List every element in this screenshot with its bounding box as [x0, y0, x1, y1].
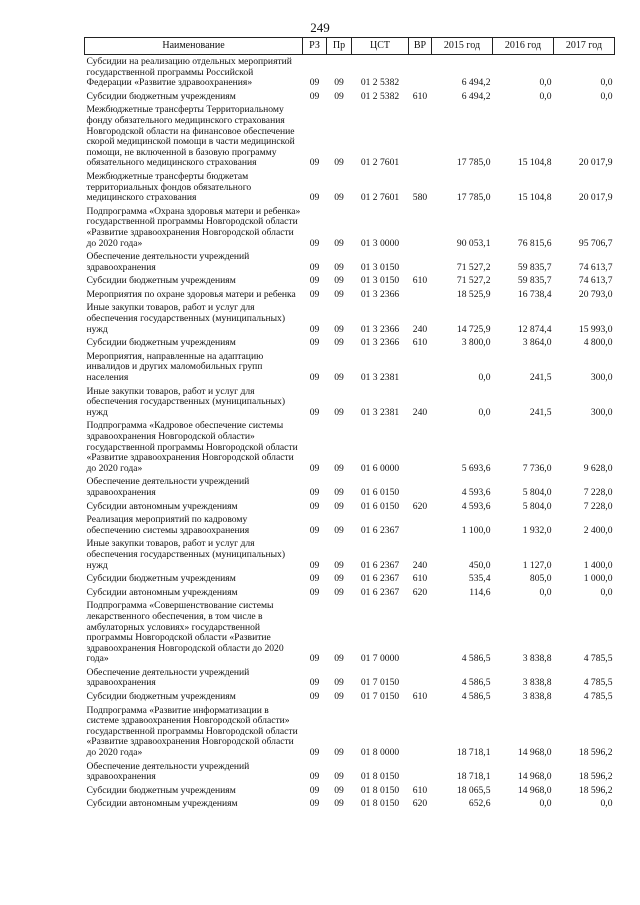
row-cst: 01 3 0000: [360, 237, 400, 249]
row-rz: 09: [309, 406, 320, 418]
row-pr: 09: [334, 337, 344, 349]
row-value-2016: 1 127,0: [522, 559, 552, 571]
table-row: [85, 666, 615, 690]
row-rz: 09: [309, 192, 320, 204]
row-vr: [409, 704, 432, 760]
row-value-2015: 90 053,1: [456, 237, 491, 249]
row-value-2017: 9 628,0: [583, 462, 613, 474]
row-cst: 01 3 2381: [360, 406, 400, 418]
row-rz: 09: [309, 237, 320, 249]
table-header: [85, 38, 615, 55]
row-name: Субсидии автономным учреждениям: [86, 500, 238, 512]
table-row: [85, 599, 615, 666]
row-rz: 09: [309, 323, 320, 335]
row-value-2015: 18 718,1: [456, 747, 491, 759]
row-value-2016: 0,0: [539, 798, 552, 810]
row-name: Подпрограмма «Охрана здоровья матери и ребенка» государственной программы Новгородской области «Развитие здравоохранения Новгородской области до 2020 года»: [86, 205, 301, 249]
row-pr: 09: [334, 192, 344, 204]
row-value-2017: 74 613,7: [578, 261, 613, 273]
row-value-2017: 20 017,9: [578, 157, 613, 169]
row-name: Иные закупки товаров, работ и услуг для обеспечения государственных (муниципальных) нужд: [86, 302, 286, 335]
row-cst: 01 3 2366: [360, 288, 400, 300]
row-pr: 09: [334, 691, 344, 703]
row-value-2017: 4 785,5: [583, 653, 613, 665]
row-cst: 01 2 7601: [360, 157, 400, 169]
row-value-2015: 71 527,2: [456, 261, 491, 273]
row-vr: [409, 760, 432, 784]
row-name: Подпрограмма «Совершенствование системы лекарственного обеспечения, в том числе в амбулаторных условиях» государственной программы Новгородской области «Развитие здравоохранения Новгородской области до 2020 года»: [86, 600, 284, 665]
row-name: Субсидии автономным учреждениям: [86, 798, 238, 810]
row-rz: 09: [309, 288, 320, 300]
row-value-2017: 4 785,5: [583, 691, 613, 703]
row-value-2016: 5 804,0: [522, 500, 552, 512]
row-vr: [409, 205, 432, 250]
row-value-2015: 18 718,1: [456, 771, 491, 783]
row-value-2015: 5 693,6: [461, 462, 491, 474]
row-value-2017: 2 400,0: [583, 524, 613, 536]
row-value-2015: 71 527,2: [456, 275, 491, 287]
row-rz: 09: [309, 275, 320, 287]
row-value-2015: 17 785,0: [456, 157, 491, 169]
table-row: [85, 55, 615, 90]
row-value-2015: 0,0: [478, 406, 491, 418]
row-pr: 09: [334, 747, 344, 759]
row-cst: 01 3 2366: [360, 337, 400, 349]
row-value-2016: 3 838,8: [522, 677, 552, 689]
row-value-2015: 6 494,2: [461, 77, 491, 89]
row-rz: 09: [309, 157, 320, 169]
row-value-2015: 535,4: [468, 573, 491, 585]
table-row: [85, 475, 615, 499]
row-cst: 01 8 0150: [360, 784, 400, 796]
row-vr: 610: [412, 90, 428, 102]
row-value-2016: 15 104,8: [517, 192, 552, 204]
row-vr: [409, 599, 432, 666]
row-name: Подпрограмма «Кадровое обеспечение системы здравоохранения Новгородской области» государственной программы Новгородской области «Развитие здравоохранения Новгородской области до 2020 года»: [86, 420, 298, 474]
row-value-2017: 0,0: [600, 586, 613, 598]
row-value-2015: 652,6: [468, 798, 491, 810]
row-cst: 01 6 2367: [360, 524, 400, 536]
row-rz: 09: [309, 798, 320, 810]
header-2016: 2016 год: [493, 38, 554, 55]
row-value-2017: 0,0: [600, 798, 613, 810]
row-pr: 09: [334, 524, 344, 536]
table-row: [85, 205, 615, 250]
row-name: Мероприятия, направленные на адаптацию инвалидов и других маломобильных групп населения: [86, 350, 264, 384]
row-value-2015: 4 586,5: [461, 653, 491, 665]
row-name: Субсидии бюджетным учреждениям: [86, 784, 236, 796]
row-name: Субсидии бюджетным учреждениям: [86, 573, 236, 585]
row-name: Субсидии автономным учреждениям: [86, 586, 238, 598]
header-cst: ЦСТ: [352, 38, 409, 55]
row-rz: 09: [309, 784, 320, 796]
row-rz: 09: [309, 90, 320, 102]
row-value-2016: 12 874,4: [517, 323, 552, 335]
row-value-2016: 805,0: [529, 573, 552, 585]
row-value-2016: 241,5: [529, 406, 552, 418]
row-rz: 09: [309, 573, 320, 585]
row-value-2016: 15 104,8: [517, 157, 552, 169]
budget-table: [84, 37, 615, 811]
row-value-2015: 4 593,6: [461, 500, 491, 512]
row-pr: 09: [334, 288, 344, 300]
row-value-2016: 16 738,4: [517, 288, 552, 300]
row-value-2016: 3 864,0: [522, 337, 552, 349]
page-number: 249: [310, 20, 330, 35]
row-cst: 01 7 0150: [360, 677, 400, 689]
row-pr: 09: [334, 784, 344, 796]
row-value-2015: 114,6: [469, 586, 491, 598]
row-value-2015: 0,0: [478, 372, 491, 384]
row-vr: [409, 55, 432, 90]
row-vr: 610: [412, 275, 428, 287]
row-name: Субсидии бюджетным учреждениям: [86, 275, 236, 287]
row-vr: [409, 513, 432, 537]
row-value-2015: 18 525,9: [456, 288, 491, 300]
row-rz: 09: [309, 337, 320, 349]
row-value-2016: 59 835,7: [517, 275, 552, 287]
row-pr: 09: [334, 559, 344, 571]
row-value-2016: 0,0: [539, 586, 552, 598]
row-pr: 09: [334, 500, 344, 512]
row-vr: 610: [412, 784, 428, 796]
row-rz: 09: [309, 747, 320, 759]
row-name: Субсидии бюджетным учреждениям: [86, 691, 236, 703]
row-rz: 09: [309, 559, 320, 571]
row-value-2017: 300,0: [590, 372, 613, 384]
table-body: [85, 55, 615, 812]
row-cst: 01 8 0150: [360, 771, 400, 783]
table-row: [85, 288, 615, 302]
row-pr: 09: [334, 586, 344, 598]
row-value-2016: 7 736,0: [522, 462, 552, 474]
row-pr: 09: [334, 798, 344, 810]
row-value-2016: 3 838,8: [522, 691, 552, 703]
row-name: Субсидии на реализацию отдельных мероприятий государственной программы Российской Федерации «Развитие здравоохранения»: [86, 56, 292, 89]
row-vr: [409, 475, 432, 499]
table-row: [85, 301, 615, 336]
row-value-2015: 4 586,5: [461, 691, 491, 703]
row-name: Обеспечение деятельности учреждений здравоохранения: [86, 760, 250, 783]
row-cst: 01 2 5382: [360, 77, 400, 89]
table-row: [85, 336, 615, 350]
table-row: [85, 385, 615, 420]
row-name: Подпрограмма «Развитие информатизации в системе здравоохранения Новгородской области» государственной программы Новгородской области «Развитие здравоохранения Новгородской области до 2020 года»: [86, 704, 298, 759]
row-value-2015: 1 100,0: [461, 524, 491, 536]
row-rz: 09: [309, 524, 320, 536]
table-row: [85, 170, 615, 205]
row-pr: 09: [334, 573, 344, 585]
row-value-2016: 76 815,6: [517, 237, 552, 249]
row-vr: 240: [412, 323, 428, 335]
row-value-2017: 18 596,2: [578, 747, 613, 759]
row-value-2016: 14 968,0: [517, 771, 552, 783]
row-vr: [409, 103, 432, 170]
row-rz: 09: [309, 486, 320, 498]
header-row: [85, 38, 615, 55]
row-name: Обеспечение деятельности учреждений здравоохранения: [86, 476, 250, 498]
row-value-2017: 1 000,0: [583, 573, 613, 585]
row-pr: 09: [334, 77, 344, 89]
row-rz: 09: [309, 261, 320, 273]
row-vr: 620: [412, 798, 428, 810]
table-row: [85, 419, 615, 475]
row-value-2015: 450,0: [468, 559, 491, 571]
row-pr: 09: [334, 372, 344, 384]
row-pr: 09: [334, 237, 344, 249]
row-pr: 09: [334, 275, 344, 287]
header-name: Наименование: [85, 38, 303, 55]
row-pr: 09: [334, 90, 344, 102]
row-value-2015: 4 586,5: [461, 677, 491, 689]
table-row: [85, 704, 615, 760]
row-cst: 01 6 2367: [360, 586, 400, 598]
table-row: [85, 500, 615, 514]
row-value-2017: 4 785,5: [583, 677, 613, 689]
row-cst: 01 3 2381: [360, 372, 400, 384]
row-value-2015: 18 065,5: [456, 784, 491, 796]
row-vr: [409, 666, 432, 690]
row-cst: 01 2 7601: [360, 192, 400, 204]
row-cst: 01 3 2366: [360, 323, 400, 335]
row-value-2015: 6 494,2: [461, 90, 491, 102]
row-vr: [409, 250, 432, 274]
row-rz: 09: [309, 586, 320, 598]
row-name: Межбюджетные трансферты Территориальному фонду обязательного медицинского страхования Новгородской области на финансовое обеспечение скорой медицинской помощи в части медицинской помощи, не включенной в базовую программу обязательного медицинского страхования: [86, 104, 295, 169]
row-rz: 09: [309, 372, 320, 384]
table-row: [85, 760, 615, 784]
row-vr: [409, 350, 432, 385]
table-row: [85, 350, 615, 385]
row-value-2015: 17 785,0: [456, 192, 491, 204]
row-cst: 01 3 0150: [360, 275, 400, 287]
row-value-2016: 14 968,0: [517, 747, 552, 759]
row-value-2016: 5 804,0: [522, 486, 552, 498]
row-value-2017: 18 596,2: [578, 784, 613, 796]
row-value-2016: 1 932,0: [522, 524, 552, 536]
row-name: Иные закупки товаров, работ и услуг для обеспечения государственных (муниципальных) нужд: [86, 385, 286, 418]
row-vr: 610: [412, 337, 428, 349]
row-name: Обеспечение деятельности учреждений здравоохранения: [86, 666, 250, 689]
row-vr: 610: [412, 573, 428, 585]
row-value-2016: 241,5: [529, 372, 552, 384]
row-value-2017: 1 400,0: [583, 559, 613, 571]
row-pr: 09: [334, 406, 344, 418]
row-value-2016: 0,0: [539, 77, 552, 89]
table-row: [85, 250, 615, 274]
table-row: [85, 784, 615, 798]
row-cst: 01 8 0000: [360, 747, 400, 759]
row-vr: [409, 288, 432, 302]
row-pr: 09: [334, 462, 344, 474]
row-cst: 01 2 5382: [360, 90, 400, 102]
row-cst: 01 6 2367: [360, 559, 400, 571]
row-value-2017: 0,0: [600, 90, 613, 102]
row-vr: 620: [412, 586, 428, 598]
row-cst: 01 6 0150: [360, 500, 400, 512]
row-value-2017: 0,0: [600, 77, 613, 89]
row-vr: 610: [412, 691, 428, 703]
row-pr: 09: [334, 677, 344, 689]
header-2017: 2017 год: [554, 38, 615, 55]
row-value-2017: 95 706,7: [578, 237, 613, 249]
row-value-2015: 14 725,9: [456, 323, 491, 335]
row-cst: 01 7 0150: [360, 691, 400, 703]
row-pr: 09: [334, 323, 344, 335]
row-pr: 09: [334, 653, 344, 665]
table-row: [85, 537, 615, 572]
row-name: Межбюджетные трансферты бюджетам территориальных фондов обязательного медицинского страхования: [86, 170, 252, 204]
row-cst: 01 7 0000: [360, 653, 400, 665]
row-cst: 01 6 0150: [360, 486, 400, 498]
header-vr: ВР: [409, 38, 432, 55]
row-name: Реализация мероприятий по кадровому обеспечению системы здравоохранения: [86, 514, 250, 536]
row-value-2015: 3 800,0: [461, 337, 491, 349]
row-vr: 620: [412, 500, 428, 512]
row-pr: 09: [334, 486, 344, 498]
row-rz: 09: [309, 771, 320, 783]
row-value-2017: 7 228,0: [583, 486, 613, 498]
table-row: [85, 103, 615, 170]
row-value-2016: 0,0: [539, 90, 552, 102]
table-row: [85, 274, 615, 288]
row-vr: 240: [412, 559, 428, 571]
row-value-2017: 7 228,0: [583, 500, 613, 512]
header-rz: РЗ: [303, 38, 327, 55]
row-name: Субсидии бюджетным учреждениям: [86, 90, 236, 102]
row-value-2017: 300,0: [590, 406, 613, 418]
table-row: [85, 90, 615, 104]
row-rz: 09: [309, 653, 320, 665]
row-value-2017: 15 993,0: [578, 323, 613, 335]
row-cst: 01 6 2367: [360, 573, 400, 585]
row-name: Мероприятия по охране здоровья матери и ребенка: [86, 288, 296, 300]
row-cst: 01 3 0150: [360, 261, 400, 273]
header-pr: Пр: [327, 38, 352, 55]
table-row: [85, 572, 615, 586]
row-vr: 580: [412, 192, 428, 204]
row-value-2017: 20 017,9: [578, 192, 613, 204]
row-value-2017: 18 596,2: [578, 771, 613, 783]
row-pr: 09: [334, 261, 344, 273]
row-pr: 09: [334, 157, 344, 169]
row-value-2016: 14 968,0: [517, 784, 552, 796]
table-row: [85, 513, 615, 537]
row-rz: 09: [309, 462, 320, 474]
row-cst: 01 6 0000: [360, 462, 400, 474]
row-value-2017: 74 613,7: [578, 275, 613, 287]
row-value-2017: 20 793,0: [578, 288, 613, 300]
row-vr: 240: [412, 406, 428, 418]
row-name: Иные закупки товаров, работ и услуг для обеспечения государственных (муниципальных) нужд: [86, 538, 286, 571]
row-rz: 09: [309, 691, 320, 703]
row-pr: 09: [334, 771, 344, 783]
row-name: Обеспечение деятельности учреждений здравоохранения: [86, 251, 250, 273]
table-row: [85, 797, 615, 811]
row-cst: 01 8 0150: [360, 798, 400, 810]
row-name: Субсидии бюджетным учреждениям: [86, 337, 236, 349]
row-value-2017: 4 800,0: [583, 337, 613, 349]
row-vr: [409, 419, 432, 475]
row-value-2016: 59 835,7: [517, 261, 552, 273]
row-value-2015: 4 593,6: [461, 486, 491, 498]
table-row: [85, 586, 615, 600]
row-rz: 09: [309, 77, 320, 89]
row-value-2016: 3 838,8: [522, 653, 552, 665]
row-rz: 09: [309, 500, 320, 512]
row-rz: 09: [309, 677, 320, 689]
header-2015: 2015 год: [432, 38, 493, 55]
table-row: [85, 690, 615, 704]
